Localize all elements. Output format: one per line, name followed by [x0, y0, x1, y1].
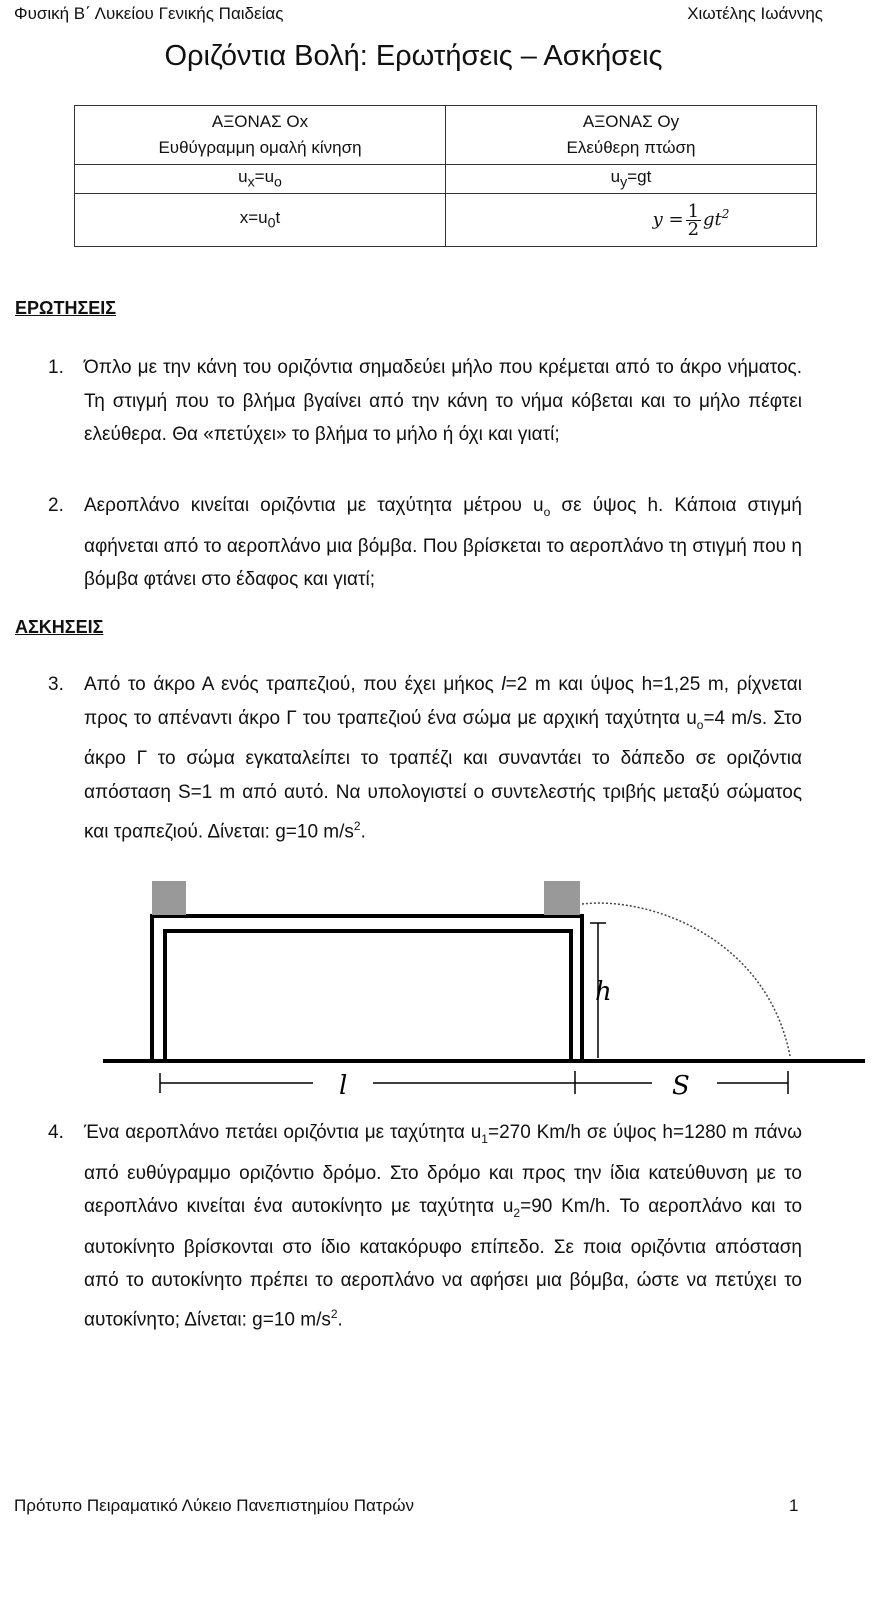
velocity-y-formula: $u_y=gt$	[446, 165, 817, 194]
label-l: l	[339, 1071, 348, 1101]
footer-school: Πρότυπο Πειραματικό Λύκειο Πανεπιστημίου Πατρών	[14, 1496, 414, 1515]
axis-y-title: ΑΞΟΝΑΣ Οy	[582, 112, 680, 131]
label-s: S	[672, 1071, 690, 1101]
question-2: 2. Αεροπλάνο κινείται οριζόντια με ταχύτητα μέτρου $u_o$ σε ύψος h. Κάποια στιγμή αφήνεται από το αεροπλάνο μια βόμβα. Που βρίσκεται το αεροπλάνο τη στιγμή που η βόμβα φτάνει στο έδαφος και γιατί;	[48, 495, 802, 591]
axis-x-title: ΑΞΟΝΑΣ Οx	[211, 112, 309, 131]
exercise-3: 3. Από το άκρο Α ενός τραπεζιού, που έχει μήκος l=2 m και ύψος h=1,25 m, ρίχνεται προς το απέναντι άκρο Γ του τραπεζιού ένα σώμα με αρχική ταχύτητα $u_o=4$ m/s. Στο άκρο Γ το σώμα εγκαταλείπει το τραπέζι και συναντάει το δάπεδο σε οριζόντια απόσταση S=1 m από αυτό. Να υπολογιστεί ο συντελεστής τριβής μεταξύ σώματος και τραπεζιού. Δίνεται: g=10 $m/s^2$.	[48, 674, 802, 842]
header-subject: Φυσική Β΄ Λυκείου Γενικής Παιδείας	[14, 4, 284, 23]
page-number: 1	[789, 1496, 799, 1515]
trajectory-curve	[582, 903, 790, 1056]
velocity-x-formula: $u_x=u_o$	[75, 165, 446, 194]
block-end	[544, 881, 580, 915]
position-y-formula: y = $\frac{1}{2}$ $gt^2$	[446, 194, 817, 247]
axis-y-header	[446, 106, 817, 165]
section-exercises: ΑΣΚΗΣΕΙΣ	[15, 617, 104, 637]
exercise-4: 4. Ένα αεροπλάνο πετάει οριζόντια με ταχύτητα $u_1=270$ Km/h σε ύψος h=1280 m πάνω από ευθύγραμμο οριζόντιο δρόμο. Στο δρόμο και προς την ίδια κατεύθυνση με το αεροπλάνο κινείται ένα αυτοκίνητο με ταχύτητα $u_2=90$ Km/h. Το αεροπλάνο και το αυτοκίνητο βρίσκονται στο ίδιο κατακόρυφο επίπεδο. Σε ποια οριζόντια απόσταση από το αυτοκίνητο πρέπει το αεροπλάνο να αφήσει μια βόμβα, ώστε να πετύχει το αυτοκίνητο; Δίνεται: g=10 $m/s^2$.	[48, 1122, 803, 1331]
section-questions: ΕΡΩΤΗΣΕΙΣ	[15, 298, 117, 318]
table-projectile-diagram	[95, 878, 870, 1106]
header-author: Χιωτέλης Ιωάννης	[687, 4, 823, 23]
axes-table	[74, 105, 817, 247]
page-title: Οριζόντια Βολή: Ερωτήσεις – Ασκήσεις	[164, 40, 663, 72]
table-inner	[165, 931, 571, 1061]
axis-x-header	[75, 106, 446, 165]
label-h: h	[595, 977, 612, 1007]
table-outer	[152, 916, 582, 1061]
axis-y-motion: Ελεύθερη πτώση	[566, 138, 696, 157]
block-start	[152, 881, 186, 915]
axis-x-motion: Ευθύγραμμη ομαλή κίνηση	[158, 138, 362, 157]
position-x-formula: $x=u_0t$	[75, 194, 446, 247]
question-1: 1. Όπλο με την κάνη του οριζόντια σημαδεύει μήλο που κρέμεται από το άκρο νήματος. Τη στιγμή που το βλήμα βγαίνει από την κάνη το νήμα κόβεται και το μήλο πέφτει ελεύθερα. Θα «πετύχει» το βλήμα το μήλο ή όχι και γιατί;	[48, 357, 802, 446]
